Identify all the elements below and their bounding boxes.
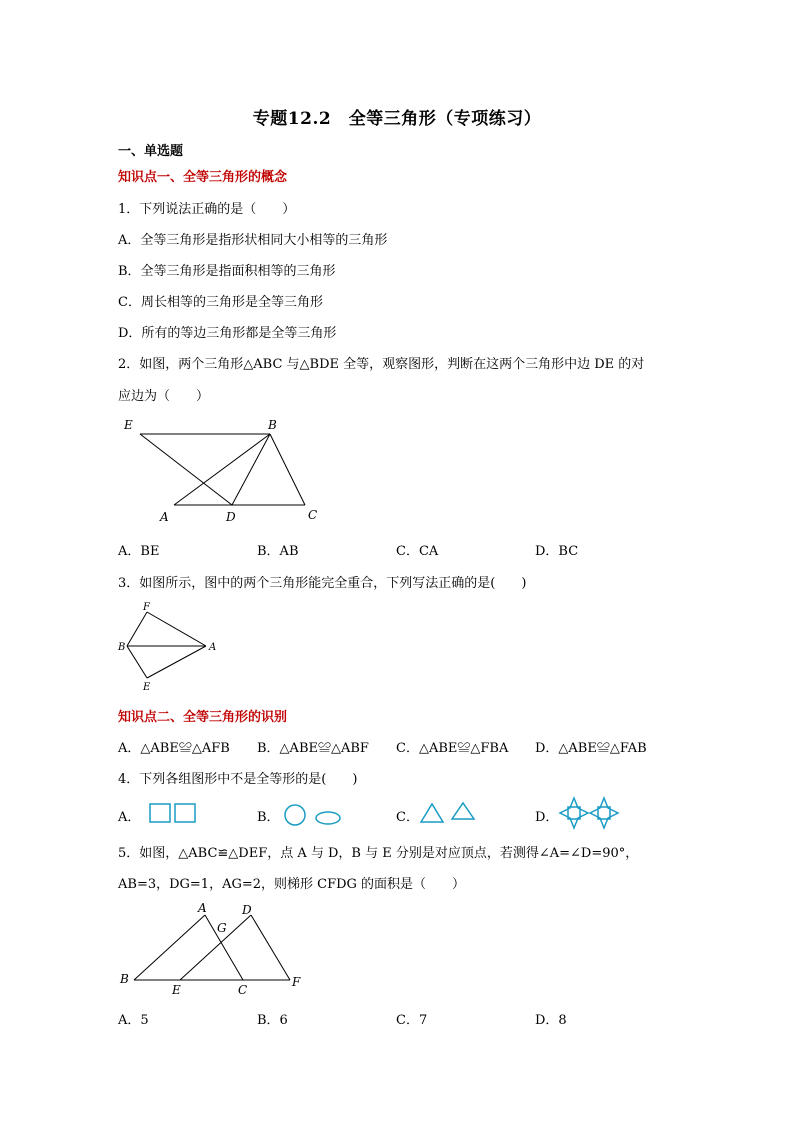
- q5-option-d: D．8: [535, 1013, 567, 1028]
- q3-edge-ae: [147, 646, 206, 678]
- q4-triangles-figure: [418, 800, 480, 826]
- q5-edge-df: [251, 915, 290, 980]
- q5-label-a: A: [198, 901, 207, 915]
- q3-label-a: A: [209, 642, 217, 653]
- q4-ellipse: [316, 812, 340, 824]
- q5-label-e: E: [172, 983, 181, 997]
- q5-label-f: F: [292, 975, 301, 989]
- q4-option-b: B．: [257, 810, 280, 825]
- q4-star-figure: [558, 795, 624, 831]
- q3-option-c: C．△ABE≌△FBA: [396, 741, 509, 756]
- q3-option-d: D．△ABE≌△FAB: [535, 741, 647, 756]
- q4-circle: [285, 805, 305, 825]
- q3-edge-be: [127, 646, 147, 678]
- knowledge-point-1: 知识点一、全等三角形的概念: [118, 170, 288, 185]
- q4-stem: 4．下列各组图形中不是全等形的是( ): [118, 772, 358, 787]
- q1-option-a: A．全等三角形是指形状相同大小相等的三角形: [118, 233, 388, 248]
- section-heading: 一、单选题: [118, 144, 184, 159]
- q1-option-b: B．全等三角形是指面积相等的三角形: [118, 264, 336, 279]
- q3-edge-fb: [127, 612, 147, 646]
- q2-label-e: E: [124, 418, 133, 432]
- q5-edge-ed: [180, 915, 251, 980]
- q3-label-e: E: [143, 682, 151, 692]
- q5-stem-line1: 5．如图，△ABC≌△DEF，点 A 与 D，B 与 E 分别是对应顶点，若测得∠A=∠D=90°，: [118, 846, 639, 861]
- q4-triangle-2: [452, 803, 474, 819]
- q1-option-d: D．所有的等边三角形都是全等三角形: [118, 326, 337, 341]
- page-title: 专题12.2 全等三角形（专项练习）: [252, 109, 542, 129]
- q3-edge-fa: [147, 612, 206, 646]
- q3-stem: 3．如图所示，图中的两个三角形能完全重合，下列写法正确的是( ): [118, 576, 527, 591]
- q2-edge-bc: [270, 434, 305, 505]
- q2-option-d: D．BC: [535, 544, 579, 559]
- q5-option-c: C．7: [396, 1013, 428, 1028]
- q5-figure: [114, 898, 318, 998]
- q2-edge-ed: [140, 434, 232, 505]
- q5-label-c: C: [238, 983, 248, 997]
- q4-triangle-1: [421, 804, 443, 822]
- q2-figure: [118, 414, 328, 526]
- q4-square-2: [175, 804, 195, 822]
- q4-circle-ellipse-figure: [282, 801, 346, 827]
- q3-label-b: B: [118, 642, 126, 653]
- q4-star-1: [560, 798, 588, 828]
- q4-squares-figure: [146, 801, 202, 825]
- q2-label-b: B: [268, 418, 277, 432]
- q4-option-a: A．: [118, 810, 141, 825]
- q2-label-c: C: [308, 508, 318, 522]
- q1-option-c: C．周长相等的三角形是全等三角形: [118, 295, 323, 310]
- q4-star-2: [590, 798, 618, 828]
- q5-label-d: D: [242, 903, 252, 917]
- q5-edge-ba: [134, 915, 205, 980]
- q2-option-a: A．BE: [118, 544, 160, 559]
- q5-option-a: A．5: [118, 1013, 149, 1028]
- q2-edge-bd: [232, 434, 270, 505]
- q2-stem-line1: 2．如图，两个三角形△ABC 与△BDE 全等，观察图形，判断在这两个三角形中边 DE 的对: [118, 357, 645, 372]
- q3-option-b: B．△ABE≌△ABF: [257, 741, 369, 756]
- q4-square-1: [150, 804, 170, 822]
- q2-edge-ba: [174, 434, 270, 505]
- q1-stem: 1．下列说法正确的是（ ）: [118, 202, 296, 217]
- q2-option-c: C．CA: [396, 544, 439, 559]
- q5-label-b: B: [120, 972, 129, 986]
- q2-label-d: D: [226, 510, 236, 524]
- q4-option-c: C．: [396, 810, 419, 825]
- q3-label-f: F: [143, 602, 150, 613]
- q3-option-a: A．△ABE≌△AFB: [118, 741, 230, 756]
- q5-stem-line2: AB=3，DG=1，AG=2，则梯形 CFDG 的面积是（ ）: [118, 877, 466, 892]
- knowledge-point-2: 知识点二、全等三角形的识别: [118, 710, 288, 725]
- q3-figure: [114, 600, 224, 692]
- q5-option-b: B．6: [257, 1013, 288, 1028]
- q2-option-b: B．AB: [257, 544, 299, 559]
- q2-label-a: A: [160, 510, 169, 524]
- q5-label-g: G: [217, 921, 227, 935]
- q4-option-d: D．: [535, 810, 559, 825]
- q2-stem-line2: 应边为（ ）: [118, 389, 210, 404]
